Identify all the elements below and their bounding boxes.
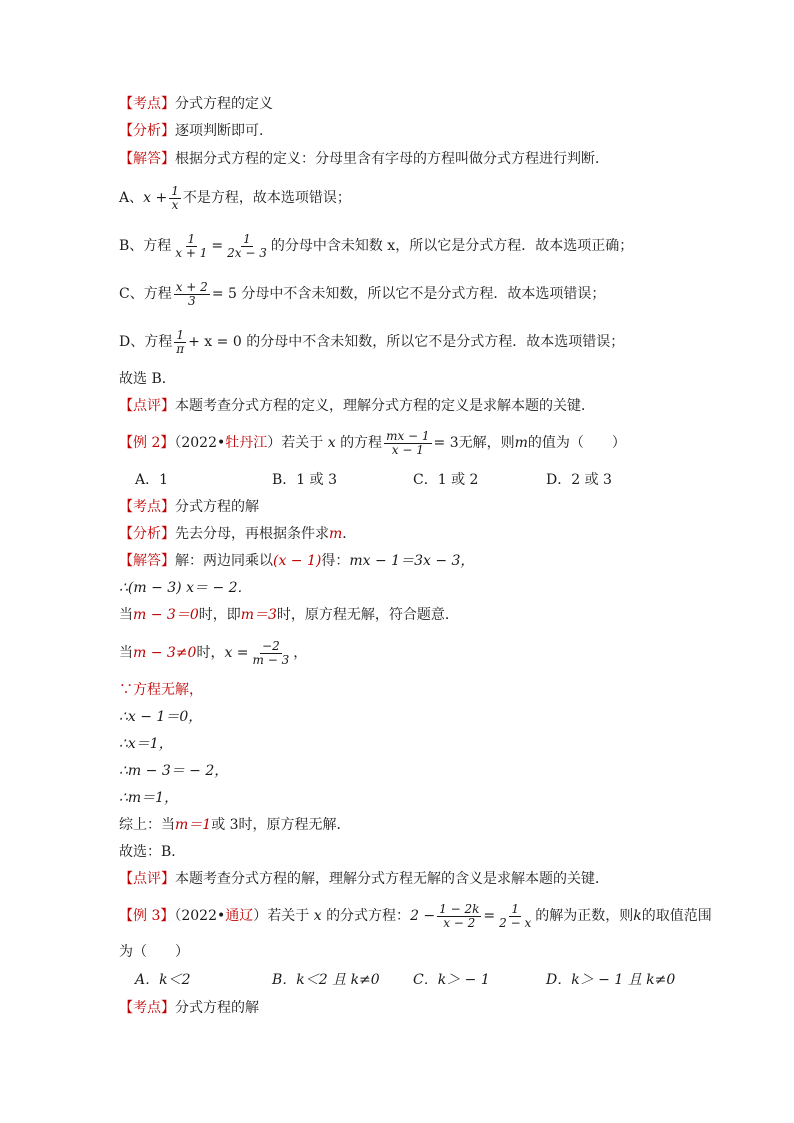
- ex3-option-b: B．k＜2 且 k≠0: [272, 972, 380, 988]
- equals-sign: =: [211, 238, 224, 254]
- fraction: $\frac{1}{x + 1}$: [175, 231, 208, 260]
- kaodian-text: 分式方程的定义: [175, 96, 273, 112]
- ex2-step-1: ∴(m − 3) x＝ − 2．: [119, 580, 252, 596]
- fenxi-tag: 【分析】: [119, 123, 175, 139]
- option-b-prefix: B、方程: [119, 238, 172, 254]
- option-c-prefix: C、方程: [119, 286, 172, 302]
- fraction: $\frac{1 - 2k}{x - 2}$: [439, 901, 480, 930]
- kaodian-tag: 【考点】: [119, 96, 175, 112]
- ex2-step-7: ∴m − 3＝ − 2，: [119, 763, 229, 779]
- option-a-line: [119, 180, 351, 216]
- ex3-question-line2: 为（ ）: [119, 944, 189, 960]
- ex3-question: 【例 3】（2022•通辽）若关于 x 的分式方程：2 − $\frac{1 - 2k}{x - 2}$ = $\frac{1}{2 - x}$ 的解为正数，则k的取值范围: [119, 901, 712, 930]
- jieda-tag: 【解答】: [119, 151, 175, 167]
- ex2-kaodian-line: [119, 497, 259, 517]
- ex2-source: 牡丹江: [225, 435, 268, 451]
- ex2-question: 【例 2】（2022•牡丹江）若关于 x 的方程 $\frac{mx - 1}{x - 1}$ = 3无解，则m的值为（ ）: [119, 428, 626, 457]
- kaodian-tag: 【考点】: [119, 499, 175, 515]
- ex2-option-c: C．1 或 2: [413, 472, 479, 488]
- option-a-expr: x +: [143, 190, 168, 206]
- ex2-step-2: 当m − 3＝0时，即m＝3时，原方程无解，符合题意．: [119, 607, 459, 623]
- ex2-dianping-line: [119, 869, 609, 889]
- ex2-step-4: ∵方程无解，: [119, 682, 203, 698]
- option-c-line: [119, 276, 605, 312]
- dianping-tag: 【点评】: [119, 871, 175, 887]
- fraction: $\frac{1}{x}$: [171, 183, 179, 212]
- ex2-tag: 【例 2】: [119, 435, 175, 451]
- ex3-option-c: C．k＞ − 1: [413, 972, 490, 988]
- ex2-option-d: D．2 或 3: [546, 472, 612, 488]
- fenxi-tag: 【分析】: [119, 526, 175, 542]
- fraction: $\frac{1}{2x - 3}$: [227, 231, 267, 260]
- kaodian-tag: 【考点】: [119, 1000, 175, 1016]
- ex2-jieda-line: 【解答】解：两边同乘以(x − 1)得：mx − 1＝3x − 3，: [119, 553, 475, 569]
- fenxi-text: 逐项判断即可.: [175, 123, 264, 139]
- ex2-answer: 故选：B．: [119, 844, 186, 860]
- dianping-text: 本题考查分式方程的定义，理解分式方程的定义是求解本题的关键．: [175, 398, 595, 414]
- option-a-prefix: A、: [119, 190, 144, 206]
- fraction: $\frac{-2}{m - 3}$: [252, 638, 290, 667]
- s1-dianping-line: [119, 396, 595, 416]
- ex3-option-d: D．k＞ − 1 且 k≠0: [546, 972, 676, 988]
- s1-kaodian-line: [119, 94, 273, 114]
- dianping-text: 本题考查分式方程的解，理解分式方程无解的含义是求解本题的关键．: [175, 871, 609, 887]
- ex2-step-9: 综上：当m＝1或 3时，原方程无解．: [119, 817, 351, 833]
- kaodian-text: 分式方程的解: [175, 1000, 259, 1016]
- option-d-line: [119, 324, 624, 360]
- ex2-step-5: ∴x − 1＝0，: [119, 709, 203, 725]
- option-d-prefix: D、方程: [119, 334, 173, 350]
- ex2-option-a: A．1: [135, 472, 169, 488]
- fraction: $\frac{x + 2}{3}$: [175, 279, 208, 308]
- fraction: $\frac{1}{\pi}$: [176, 327, 185, 356]
- option-b-text: 的分母中含未知数 x，所以它是分式方程．故本选项正确；: [270, 238, 634, 254]
- ex3-source: 通辽: [225, 908, 254, 924]
- ex3-kaodian-line: [119, 998, 259, 1018]
- dianping-tag: 【点评】: [119, 398, 175, 414]
- fraction: $\frac{mx - 1}{x - 1}$: [386, 428, 430, 457]
- option-b-line: [119, 228, 633, 264]
- option-c-text: = 5 分母中不含未知数，所以它不是分式方程．故本选项错误；: [211, 286, 606, 302]
- kaodian-text: 分式方程的解: [175, 499, 259, 515]
- s1-jieda-line: [119, 149, 609, 169]
- option-d-text: + x = 0 的分母中不含未知数，所以它不是分式方程．故本选项错误；: [188, 334, 625, 350]
- ex2-fenxi-line: 【分析】先去分母，再根据条件求m．: [119, 526, 357, 542]
- ex2-step-8: ∴m＝1，: [119, 790, 179, 806]
- s1-fenxi-line: [119, 121, 263, 141]
- s1-answer: 故选 B．: [119, 371, 176, 387]
- fraction: $\frac{1}{2 - x}$: [499, 901, 532, 930]
- option-a-text: 不是方程，故本选项错误；: [182, 190, 351, 206]
- ex2-step-6: ∴x＝1，: [119, 736, 173, 752]
- ex3-option-a: A．k＜2: [135, 972, 191, 988]
- ex3-tag: 【例 3】: [119, 908, 175, 924]
- ex2-step-3: 当m − 3≠0时，x = $\frac{-2}{m - 3}$ ，: [119, 638, 308, 667]
- ex2-option-b: B．1 或 3: [272, 472, 338, 488]
- jieda-tag: 【解答】: [119, 553, 175, 569]
- jieda-text: 根据分式方程的定义：分母里含有字母的方程叫做分式方程进行判断．: [175, 151, 609, 167]
